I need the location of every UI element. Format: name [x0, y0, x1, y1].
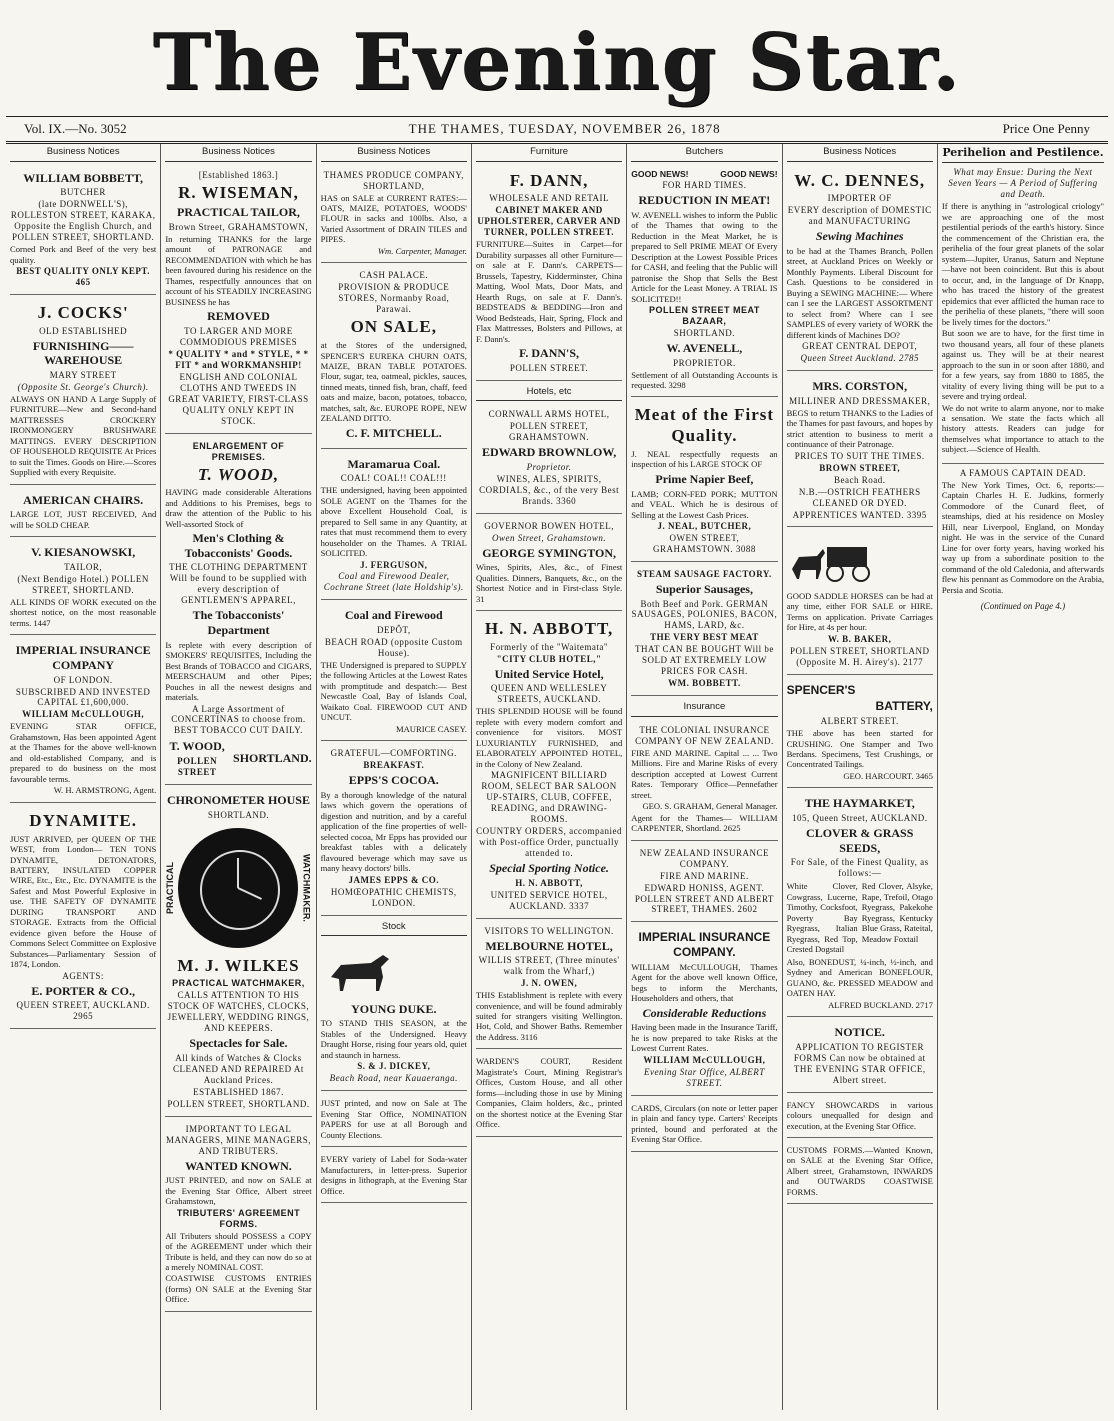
ad-title: Meat of the First Quality. [634, 405, 775, 446]
ad-signature-detail: Coal and Firewood Dealer, Cochrane Street (late Holdship's). [323, 571, 464, 593]
ad-reductions: Considerable Reductions [642, 1005, 767, 1020]
ad-trade: BATTERY, [875, 699, 933, 714]
ad-signature-detail: HOMŒOPATHIC CHEMISTS, LONDON. [330, 886, 457, 908]
ad-signature: WILLIAM McCULLOUGH, [643, 1054, 766, 1065]
ad-title: MRS. CORSTON, [812, 379, 908, 394]
ad-address: WILLIS STREET, (Three minutes' walk from the Wharf,) [478, 955, 620, 977]
column-4 [472, 144, 627, 1410]
ad-agents-label: AGENTS: [62, 970, 104, 981]
ad-showcards [787, 1096, 933, 1138]
ad-seeds-right: Red Clover, Alsyke, Rape, Trefoil, Otago Ryegrass, Pakekohe Ryegrass, Kentucky Blue Grass, Rateital, Meadow Foxtail [861, 881, 933, 944]
ad-side-left: PRACTICAL [165, 861, 176, 914]
article-intro: What may Ensue: During the Next Seven Years — A Period of Suffering and Death. [948, 167, 1098, 200]
ad-seeds-left: White Clover, Cowgrass, Lucerne, Timothy, Cocksfoot, Poverty Bay Ryegrass, Italian Ryegrass, Red Top, Crested Dogstail [786, 881, 858, 955]
ad-address: OWEN STREET, GRAHAMSTOWN. 3088 [652, 532, 756, 554]
ad-title: CORNWALL ARMS HOTEL, [488, 409, 610, 420]
ad-spectacles-text: All kinds of Watches & Clocks CLEANED AND REPAIRED At Auckland Prices. [173, 1052, 304, 1085]
ad-young-duke [321, 940, 467, 1091]
ad-established: ESTABLISHED 1867. [193, 1086, 284, 1097]
ad-text: WARDEN'S COURT, Resident Magistrate's Court, Mining Registrar's Offices, Custom House, and all other forms—including those in use by Mining Companies, Claim holders, &c., printed on the shortest notice at the Evening Star Office. [475, 1056, 623, 1130]
ad-colonial-insurance [631, 721, 777, 841]
article-title: Perihelion and Pestilence. [942, 144, 1104, 163]
ad-title: H. N. ABBOTT, [484, 619, 614, 639]
ad-opposite: (Opposite St. George's Church). [17, 381, 149, 392]
ad-country: COUNTRY ORDERS, accompanied with Post-office Order, punctually attended to. [476, 826, 623, 859]
ad-title: NEW ZEALAND INSURANCE COMPANY. [639, 847, 770, 869]
ad-address: (Next Bendigo Hotel.) POLLEN STREET, SHORTLAND. [17, 573, 149, 595]
issue-date: THE THAMES, TUESDAY, NOVEMBER 26, 1878 [408, 121, 721, 136]
coach-illustration [787, 537, 897, 583]
volume-number: Vol. IX.—No. 3052 [24, 121, 127, 136]
ad-subtitle: COAL! COAL!! COAL!!! [340, 473, 447, 484]
ad-title: EPPS'S COCOA. [348, 773, 439, 788]
ad-signature: JAMES EPPS & CO. [348, 874, 440, 885]
ad-signature-detail: POLLEN STREET. [509, 362, 589, 373]
ad-signature: J. NEAL, BUTCHER, [657, 521, 752, 531]
ad-quality: * QUALITY * and * STYLE, * * FIT * and WORKMANSHIP! [168, 348, 309, 370]
ad-removed: REMOVED [207, 309, 270, 324]
ad-good-news-2: GOOD NEWS! [720, 168, 778, 179]
ad-side-right: WATCHMAKER. [301, 853, 312, 922]
ad-firewood [321, 603, 467, 741]
ad-text: TO STAND THIS SEASON, at the Stables of the Undersigned. Heavy Draught Horse, rising four years old, quiet and staunch in harness. [320, 1018, 467, 1060]
ad-place: SHORTLAND. [673, 327, 736, 338]
ad-billiard: MAGNIFICENT BILLIARD ROOM, SELECT BAR SALOON UP-STAIRS, CLUB, COFFEE, READING, and DRAWING-ROOMS. [481, 770, 617, 825]
ad-produce [321, 166, 467, 264]
ad-tributers [165, 1120, 311, 1312]
ad-text: HAVING made considerable Alterations and Additions to his Premises, begs to draw the attention of the Public to his Well-assorted Stock of [165, 487, 312, 529]
ad-text: APPLICATION TO REGISTER FORMS Can now be obtained at THE EVENING STAR OFFICE, Albert street. [793, 1041, 926, 1085]
ad-subtitle: PROVISION & PRODUCE STORES, Normanby Road, Parawai. [338, 282, 450, 315]
ad-nz-insurance [631, 844, 777, 923]
ad-proprietor: Proprietor. [526, 461, 572, 472]
ad-forms: TRIBUTERS' AGREEMENT FORMS. [176, 1207, 301, 1229]
ad-signature: J. FERGUSON, [360, 559, 428, 570]
ad-title: W. C. DENNES, [794, 170, 926, 190]
ad-text: WINES, ALES, SPIRITS, CORDIALS, &c., of the very Best Brands. 3360 [479, 473, 620, 506]
ad-signature: T. WOOD, [169, 739, 225, 754]
ad-abbott [476, 614, 622, 918]
ad-address: POLLEN STREET, SHORTLAND. [167, 1098, 310, 1109]
section-header: Business Notices [165, 144, 311, 162]
ad-agent-name: E. PORTER & CO., [31, 983, 135, 998]
ad-good-news: GOOD NEWS! [631, 168, 689, 179]
ad-dann [476, 166, 622, 381]
ad-title: IMPERIAL INSURANCE COMPANY. [638, 930, 771, 960]
ad-cocks [10, 298, 156, 485]
ad-neal [631, 400, 777, 561]
column-6 [783, 144, 938, 1410]
ad-melbourne [476, 922, 622, 1050]
ad-cash-palace [321, 266, 467, 448]
ad-subtitle: WHOLESALE AND RETAIL [489, 193, 609, 204]
ad-address: BROWN STREET, [819, 462, 901, 473]
ad-title: NOTICE. [834, 1025, 885, 1040]
ad-sausage [631, 565, 777, 696]
ad-labels [321, 1150, 467, 1203]
ad-signature: W. H. ARMSTRONG, Agent. [53, 785, 157, 796]
ad-text: EVERY variety of Label for Soda-water Manufacturers, in letter-press. Superior designs in lithograph, at the Evening Star Office. [320, 1154, 467, 1196]
ad-spectacles: Spectacles for Sale. [189, 1036, 288, 1051]
column-5 [627, 144, 782, 1410]
ad-trade: CABINET MAKER AND UPHOLSTERER, CARVER AND TURNER, POLLEN STREET. [477, 205, 621, 238]
ad-subtitle: IMPORTER OF [827, 193, 892, 204]
ad-headline: IMPORTANT TO LEGAL MANAGERS, MINE MANAGERS, AND TRIBUTERS. [165, 1123, 311, 1156]
ad-title: J. COCKS' [37, 302, 129, 322]
ad-title: CHRONOMETER HOUSE [166, 792, 310, 807]
ad-tobacco-text: Is replete with every description of SMOKERS' REQUISITES, Including the Best Brands of TOBACCO and CIGARS, MEERSCHAUM and other Pipes; Pouches in all the newest designs and materials. [165, 639, 312, 703]
ad-haymarket [787, 791, 933, 1017]
ad-text: Corned Pork and Beef of the very best quality. [10, 244, 157, 265]
ad-title: SPENCER'S [786, 682, 856, 697]
ad-signature: S. & J. DICKEY, [357, 1061, 431, 1072]
ad-formerly: Formerly of the "Waitemata" [490, 641, 609, 652]
ad-place: SHORTLAND. [207, 809, 270, 820]
ad-agent: Agent for the Thames— WILLIAM CARPENTER, Shortland. 2625 [631, 812, 778, 834]
ad-title: V. KIESANOWSKI, [31, 545, 136, 560]
ad-wood [165, 437, 311, 785]
ad-address: QUEEN AND WELLESLEY STREETS, AUCKLAND. [490, 683, 608, 705]
column-7 [938, 144, 1108, 1410]
ad-wiseman [165, 166, 311, 434]
article-paragraph: If there is anything in "astrological criology" we are approaching one of the most pestilential periods of the earth's history. Since the commencement of the Christian era, the perihelia of the four great planets of the solar system—Jupiter, Uranus, Saturn and Neptune—have not been coincident. But this is about to occur, and, in the language of Dr Knapp, who has traced the history of the greatest epidemics that ever afflicted the human race to the perihelia of these planets, "there will soon be lively times for the doctors." [941, 201, 1104, 327]
ad-address: Owen Street, Grahamstown. [492, 532, 607, 543]
ad-street: POLLEN STREET [177, 756, 218, 777]
ad-title: WILLIAM BOBBETT, [23, 170, 144, 185]
ad-text: Both Beef and Pork. GERMAN SAUSAGES, POLONIES, BACON, HAMS, LARD, &c. [631, 598, 778, 631]
ad-avenell [631, 166, 777, 398]
ad-title: R. WISEMAN, [178, 182, 299, 202]
ad-cornwall [476, 405, 622, 513]
ad-coastwise: COASTWISE CUSTOMS ENTRIES (forms) ON SALE at the Evening Star Office. [165, 1273, 312, 1305]
ad-bonedust: Also, BONEDUST, ¼-inch, ½-inch, and Sydney and American BONEFLOUR, GUANO, &c. PRESSED MEADOW and OATEN HAY. [786, 956, 933, 999]
ad-text: J. NEAL respectfully requests an inspection of his LARGE STOCK OF [631, 448, 778, 470]
ad-warden [476, 1052, 622, 1136]
ad-subtitle: OF LONDON. [53, 674, 113, 685]
ad-settle: Settlement of all Outstanding Accounts is requested. 3298 [631, 369, 778, 390]
ad-notice [787, 1020, 933, 1093]
ad-signature: H. N. ABBOTT, [515, 877, 583, 888]
ad-street: MARY STREET [49, 369, 117, 380]
ad-signature: W. AVENELL, [666, 340, 743, 355]
ad-address: POLLEN STREET, SHORTLAND (Opposite M. H. Airey's). 2177 [789, 645, 930, 667]
ad-title: MELBOURNE HOTEL, [485, 938, 613, 953]
ad-hotel: United Service Hotel, [494, 666, 604, 681]
ad-text: LARGE LOT, JUST RECEIVED, And will be SOLD CHEAP. [10, 509, 157, 530]
ad-sewing-text: to be had at the Thames Branch, Pollen street, at Auckland Prices on Weekly or Monthly Payments. Liberal Discount for Cash. Questions to be considered in Buying a SEWING MACHINE:— Where can I see the LARGEST ASSORTMENT to select from? Where can I see SAMPLES of every variety of WORK the different kinds of Machines DO? [786, 245, 933, 340]
article-paragraph: But soon we are to have, for the first time in two thousand years, all four of these planets against us. They will be at their nearest approach to the sun in or soon after 1880, and for a few years, say from 1880 to 1885, the vitality of every living thing will be put to a severe and trying ordeal. [941, 328, 1104, 402]
ad-hard-times: FOR HARD TIMES. [662, 180, 747, 191]
ad-chairs [10, 488, 156, 538]
ad-imperial [10, 638, 156, 803]
ad-town: SHORTLAND. [233, 750, 312, 765]
ad-text: THIS Establishment is replete with every convenience, and will be found admirably suited for strangers visiting Wellington. Hot, Cold, and Shower Baths. Remember the Address. 3116 [475, 990, 623, 1042]
ad-signature: GEO. S. GRAHAM, General Manager. [642, 801, 778, 812]
ad-text: at the Stores of the undersigned, SPENCER'S EUREKA CHURN OATS, MAIZE, BRAN TABLE POTATOES. Flour, sugar, tea, oatmeal, pickles, sauces, tinned meats, tinned fish, bran, chaff, feed oats and maize, bacon, potatoes, tobacco, matches, salt, &c. EUROPE ROPE, NEW ZEALAND DITTO. [320, 340, 467, 424]
ad-subtitle: BUTCHER [60, 187, 106, 198]
ad-title: CASH PALACE. [359, 270, 429, 281]
ad-signature: ALFRED BUCKLAND. 2717 [828, 999, 933, 1010]
section-header: Business Notices [321, 144, 467, 162]
ad-dynamite [10, 806, 156, 1030]
ad-text: FURNITURE—Suites in Carpet—for Durability surpasses all other Furniture—on sale at F. Dann's. CARPETS—Brussels, Tapestry, Kidderminster, China Matting, Wool Mats, Door Mats, and Hearth Rugs, on sale at F. Dann's. BEDSTEADS & BEDDING—Iron and Wood Bedsteads, Hair, Spring, Flock and Flax Mattresses, Bolsters and Pillows, at F. Dann's. [475, 239, 623, 344]
ad-sewing: Sewing Machines [815, 229, 904, 244]
ad-clover: CLOVER & GRASS SEEDS, [806, 826, 914, 855]
continued-note: (Continued on Page 4.) [980, 601, 1066, 612]
ad-address: (late DORNWELL'S), ROLLESTON STREET, KARAKA, Opposite the English Church, and POLLEN STREET, SHORTLAND. [10, 199, 156, 243]
ad-subtitle: OLD ESTABLISHED [39, 325, 128, 336]
ad-agent-name: WILLIAM McCULLOUGH, [22, 709, 145, 720]
ad-signature: MAURICE CASEY. [395, 723, 467, 734]
ad-premises: TO LARGER AND MORE COMMODIOUS PREMISES [179, 325, 298, 347]
ad-title: REDUCTION IN MEAT! [638, 193, 771, 208]
ad-trade: FURNISHING——WAREHOUSE [32, 338, 134, 368]
ad-owner: EDWARD BROWNLOW, [481, 445, 617, 460]
ad-kiesanowski [10, 540, 156, 635]
masthead [6, 8, 1108, 117]
ad-trade: PRACTICAL TAILOR, [177, 205, 300, 220]
ad-signature-detail: UNITED SERVICE HOTEL, AUCKLAND. 3337 [490, 889, 608, 911]
ad-text: EVENING STAR OFFICE, Grahamstown, Has been appointed Agent at the Thames for the above well-known and old-established Company, and is prepared to do business on the most favourable terms. [10, 721, 157, 784]
ad-text: THE Undersigned is prepared to SUPPLY the following Articles at the Lowest Rates with promptitude and despatch:— Best Newcastle Coal, Bay of Islands Coal, Waikato Coal. FIREWOOD CUT AND UNCUT. [320, 659, 467, 723]
ad-clothing: THE CLOTHING DEPARTMENT Will be found to be supplied with every description of GENTLEMEN'S APPAREL, [169, 562, 308, 606]
ad-pre: GRATEFUL—COMFORTING. [330, 748, 457, 759]
section-header: Butchers [631, 144, 777, 162]
columns [6, 144, 1108, 1410]
ad-name: M. J. WILKES [177, 955, 300, 975]
ad-text: FIRE AND MARINE. Capital ... ... Two Millions. Fire and Marine Risks of every description accepted at Lowest Current Rates. Temporary Office—Pennefather street. [631, 747, 778, 800]
ad-address: BEACH ROAD (opposite Custom House). [324, 637, 463, 658]
ad-subtitle: PRACTICAL WATCHMAKER, [172, 978, 305, 989]
section-header-stock: Stock [321, 919, 467, 937]
ad-owner: J. N. OWEN, [520, 978, 578, 989]
ad-imperial-insurance [631, 925, 777, 1095]
ad-subtitle: TAILOR, [64, 561, 103, 572]
dateline [6, 117, 1108, 144]
section-header-insurance: Insurance [631, 699, 777, 717]
ad-address: POLLEN STREET, GRAHAMSTOWN. [509, 421, 590, 443]
ad-title: THE COLONIAL INSURANCE COMPANY OF NEW ZEALAND. [635, 724, 774, 746]
ad-title: F. DANN, [509, 170, 589, 190]
ad-address: 105, Queen Street, AUCKLAND. [791, 813, 928, 824]
ad-best-meat-text: THAT CAN BE BOUGHT Will be SOLD AT EXTREMELY LOW PRICES FOR CASH. [634, 644, 774, 677]
ad-bobbett [10, 166, 156, 295]
ad-text: HAS on SALE at CURRENT RATES:— OATS, MAIZE, POTATOES, WOODS' FLOUR in sacks and 100lbs. Also, a Varied Assortment of DRAIN TILES and PIPES. [320, 192, 467, 245]
ad-clover-sub: For Sale, of the Finest Quality, as follows:— [790, 857, 929, 879]
ad-capital: SUBSCRIBED AND INVESTED CAPITAL £1,600,000. [15, 686, 151, 708]
ad-cards [631, 1099, 777, 1152]
ad-sub: BREAKFAST. [363, 760, 425, 771]
ad-proprietor: PROPRIETOR. [673, 357, 736, 368]
ad-text: FIRE AND MARINE. [660, 870, 749, 881]
ad-title: Coal and Firewood [344, 608, 443, 623]
ad-governor-bowen [476, 517, 622, 612]
ad-beef-text: LAMB; CORN-FED PORK; MUTTON and VEAL. Which he is desirous of Selling at the Lowest Cash Prices. [631, 488, 778, 520]
newspaper-title: The Evening Star. [152, 16, 962, 108]
section-header: Business Notices [10, 144, 156, 162]
ad-beef: Prime Napier Beef, [655, 471, 754, 486]
ad-text: EVERY description of DOMESTIC and MANUFACTURING [787, 205, 932, 227]
ad-signature: GEO. HARCOURT. 3465 [843, 770, 933, 781]
price: Price One Penny [1002, 121, 1090, 136]
column-2 [161, 144, 316, 1410]
ad-best-meat: THE VERY BEST MEAT [650, 632, 759, 643]
ad-concertinas: A Large Assortment of CONCERTINAS to choose from. BEST TOBACCO CUT DAILY. [171, 703, 306, 736]
ad-cocoa [321, 744, 467, 915]
article-paragraph: We do not write to alarm anyone, nor to make a sensation. We state the facts which all history attests. Readers can judge for themselves what importance to attach to the subject.—Science of Health. [941, 402, 1104, 455]
ad-text: In returning THANKS for the large amount of PATRONAGE and RECOMMENDATION with which he has been favoured during his residence on the Thames, respectfully announces that on account of his STEADILY INCREASING BUSINESS he has [165, 233, 312, 307]
ad-depot-address: Queen Street Auckland. 2785 [800, 353, 919, 364]
ad-title: YOUNG DUKE. [351, 1001, 437, 1016]
ad-signature: F. DANN'S, [519, 346, 580, 361]
ad-nomination [321, 1094, 467, 1147]
ad-address-2: Beach Road. [833, 474, 886, 485]
ad-on-sale: ON SALE, [350, 317, 437, 337]
ad-text: JUST printed, and now on Sale at The Evening Star Office, NOMINATION PAPERS for use at all Borough and County Elections. [320, 1098, 467, 1140]
ad-signature: W. B. BAKER, [828, 633, 892, 644]
ad-signature: C. F. MITCHELL. [345, 425, 442, 440]
ad-sausages: Superior Sausages, [655, 581, 753, 596]
article-title-2: A FAMOUS CAPTAIN DEAD. [942, 463, 1104, 479]
clock-illustration [178, 828, 298, 948]
ad-established: [Established 1863.] [198, 169, 279, 180]
ad-baker [787, 530, 933, 674]
column-1 [6, 144, 161, 1410]
ad-cloths: ENGLISH AND COLONIAL CLOTHS AND TWEEDS IN GREAT VARIETY, FIRST-CLASS QUALITY ONLY KEPT IN STOCK. [168, 371, 309, 426]
ad-text: JUST ARRIVED, per QUEEN OF THE WEST, from London— TEN TONS DYNAMITE, DETONATORS, BATTERY, INSULATED COPPER WIRE, Etc., Etc., Etc. DYNAMITE is the Safest and Most Powerful Explosive in use. THE SAFETY OF DYNAMITE DURING TRANSPORT AND STORAGE. Extracts from the Official evidence given before the House of Commons Select Committee on Explosive Substances—Parliamentary Session of 1874, London. [10, 833, 157, 970]
ad-subtitle: DEPÔT, [376, 625, 411, 636]
ad-text: CUSTOMS FORMS.—Wanted Known, on SALE at the Evening Star Office, Albert street, Grahamstown, INWARDS and OUTWARDS COASTWISE FORMS. [786, 1145, 933, 1197]
section-header: Furniture [476, 144, 622, 162]
ad-text: GOOD SADDLE HORSES can be had at any time, either FOR SALE or HIRE. Terms on application. Private Carriages for Hire, at 4s per hour. [786, 590, 933, 633]
ad-text: BEGS to return THANKS to the Ladies of the Thames for past favours, and hopes by strict attention to business to merit a continuance of their Patronage. [786, 407, 933, 450]
ad-trade: MILLINER AND DRESSMAKER, [789, 395, 931, 406]
ad-sporting: Special Sporting Notice. [489, 861, 609, 875]
ad-signature: WM. BOBBETT. [668, 678, 741, 689]
ad-text: CALLS ATTENTION TO HIS STOCK OF WATCHES, CLOCKS, JEWELLERY, WEDDING RINGS, AND KEEPERS. [167, 990, 310, 1034]
ad-title: THE HAYMARKET, [804, 796, 915, 811]
ad-headline: ENLARGEMENT OF PREMISES. [192, 440, 285, 462]
ad-reductions-text: Having been made in the Insurance Tariff, he is now prepared to take Risks at the Lowest Current Rates. [631, 1022, 778, 1054]
ad-spencer [787, 678, 933, 789]
ad-note: BEST QUALITY ONLY KEPT. 465 [16, 266, 150, 287]
section-header: Business Notices [787, 144, 933, 162]
ad-text: THE above has been started for CRUSHING. One Stamper and Two Berdans. Specimens, Test Crushings, or Concentrated Tailings. [786, 728, 933, 770]
ad-title: GOVERNOR BOWEN HOTEL, [484, 520, 614, 531]
ad-text: FANCY SHOWCARDS in various colours unequalled for design and execution, at the Evening Star Office. [786, 1099, 933, 1131]
ad-coal [321, 452, 467, 601]
ad-headline: VISITORS TO WELLINGTON. [484, 925, 614, 936]
ad-forms-text: All Tributers should POSSESS a COPY of the AGREEMENT under which their Tribute is held, and they can now do so at a merely NOMINAL COST. [165, 1230, 312, 1272]
ad-corston [787, 374, 933, 527]
ad-text: By a thorough knowledge of the natural laws which govern the operations of digestion and nutrition, and by a careful application of the fine properties of well-selected cocoa, Mr Epps has provided our breakfast tables with a delicately flavoured beverage which may save us many heavy doctors' bills. [320, 789, 467, 874]
column-3 [317, 144, 472, 1410]
ad-prices: PRICES TO SUIT THE TIMES. [794, 450, 925, 461]
ad-title: STEAM SAUSAGE FACTORY. [637, 568, 772, 579]
ad-signature: Wm. Carpenter, Manager. [377, 245, 467, 256]
ad-owner: GEORGE SYMINGTON, [482, 545, 616, 560]
ad-title: AMERICAN CHAIRS. [23, 492, 144, 507]
horse-illustration [321, 947, 401, 993]
ad-text: JUST PRINTED, and now on SALE at the Evening Star Office, Albert street Grahamstown, [165, 1175, 312, 1207]
ad-signature-detail: Evening Star Office, ALBERT STREET. [643, 1066, 765, 1088]
section-header-hotels: Hotels, etc [476, 384, 622, 402]
ad-dennes [787, 166, 933, 372]
ad-text: THIS SPLENDID HOUSE will be found replete with every modern comfort and convenience for visitors. MOST LUXURIANTLY FURNISHED, and ELABORATELY APPOINTED HOTEL, in the Colony of New Zealand. [475, 706, 623, 769]
ad-title: Maramarua Coal. [347, 456, 441, 471]
ad-address: QUEEN STREET, AUCKLAND. 2965 [16, 1000, 150, 1022]
ad-note: N.B.—OSTRICH FEATHERS CLEANED OR DYED. [798, 486, 921, 508]
ad-signature-detail: Beach Road, near Kauaeranga. [329, 1073, 458, 1084]
ad-customs [787, 1141, 933, 1204]
ad-title: IMPERIAL INSURANCE COMPANY [15, 643, 151, 672]
ad-title: THAMES PRODUCE COMPANY, SHORTLAND, [323, 169, 464, 191]
ad-text: ALWAYS ON HAND A Large Supply of FURNITURE—New and Second-hand MATTRESSES CROCKERY IRONMONGERY BRUSHWARE MATTINGS. EVERY DESCRIPTION OF HOUSEHOLD REQUISITE At Prices to suit the Times. Goods on Hire.—Scores Supplied with every Requisite. [10, 393, 157, 478]
ad-text: WILLIAM McCULLOUGH, Thames Agent for the above well known Office, begs to inform the Merchants, Householders and others, that [631, 961, 778, 1004]
ad-title: T. WOOD, [197, 464, 280, 484]
ad-address: Brown Street, GRAHAMSTOWN, [168, 221, 309, 232]
ad-text: W. AVENELL wishes to inform the Public of the Thames that owing to the Reduction in the Meat Market, he is prepared to Sell PRIME MEAT Of Every Description at the Lowest Possible Prices for CASH, and feeling that the Public will patronise the Shop that Sells the Best Article for the Least Money. A TRIAL IS SOLICITED!! [631, 209, 778, 304]
ad-depot: GREAT CENTRAL DEPOT, [802, 341, 918, 352]
ad-city-club: "CITY CLUB HOTEL," [496, 653, 602, 664]
article-paragraph: The New York Times, Oct. 6, reports:—Captain Charles H. E. Judkins, formerly Commodore of the Cunard fleet, of steamships, died at his residence on Mosley Hill, near Liverpool, England, on Monday night. He was in the service of the Cunard Line for over forty years, having worked his way up from a subordinate position to the command of the old Caledonia, and afterwards flew his pennant as Commodore on the Arabia, Persia and Scotia. [941, 479, 1104, 595]
ad-goods: Men's Clothing & Tobacconists' Goods. [184, 531, 293, 560]
ad-tobacco-title: The Tobacconists' Department [192, 608, 285, 637]
ad-title: WANTED KNOWN. [185, 1158, 292, 1173]
ad-title: DYNAMITE. [29, 810, 137, 830]
ad-bazaar: POLLEN STREET MEAT BAZAAR, [648, 305, 760, 326]
ad-text: CARDS, Circulars (on note or letter paper in plain and fancy type. Carters' Receipts printed, bound and perforated at the Evening Star Office. [631, 1102, 778, 1145]
ad-chronometer [165, 788, 311, 1117]
ad-agent: EDWARD HONISS, AGENT. POLLEN STREET AND ALBERT STREET, THAMES. 2602 [634, 882, 774, 915]
ad-text: THE undersigned, having been appointed SOLE AGENT on the Thames for the above Excellent Household Coal, is prepared to Sell same in any Quantity, at rates that must recommend them to every householder on the Thames. A TRIAL SOLICITED. [320, 485, 467, 559]
ad-text: Wines, Spirits, Ales, &c., of Finest Qualities. Dinners, Banquets, &c., on the Shortest Notice and in First-class Style. 31 [475, 562, 623, 604]
ad-address: ALBERT STREET. [820, 716, 899, 727]
ad-apprentices: APPRENTICES WANTED. 3395 [792, 509, 927, 520]
ad-text: ALL KINDS OF WORK executed on the shortest notice, on the most reasonable terms. 1447 [10, 596, 157, 628]
